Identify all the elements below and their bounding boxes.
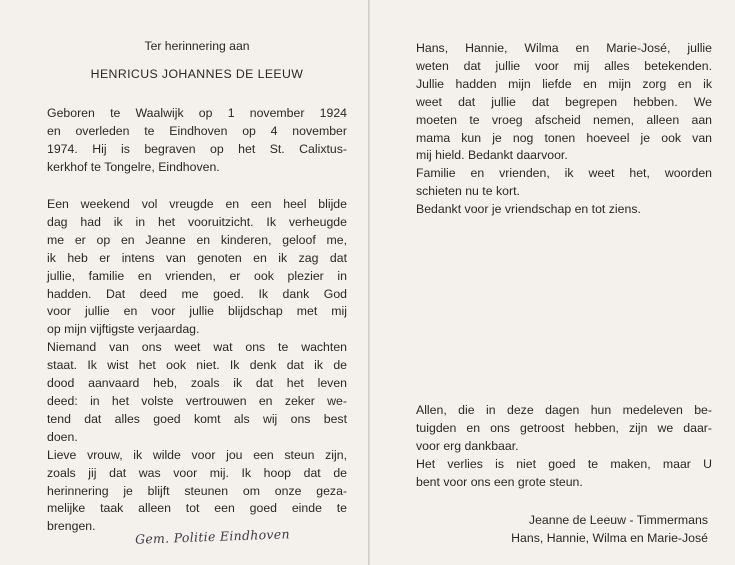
message-line: weten dat jullie voor mij alles betekenden.: [416, 58, 712, 73]
message-line: schieten nu te kort.: [416, 184, 520, 199]
intro-line: en overleden te Eindhoven op 4 november: [47, 123, 347, 138]
body-line: Niemand van ons weet wat ons te wachten: [47, 340, 347, 355]
message-line: mij hield. Bedankt daarvoor.: [416, 148, 568, 163]
body-line: melijke taak alleen tot een goed einde te: [47, 501, 347, 516]
thanks-line: Het verlies is niet goed te maken, maar U: [416, 456, 712, 471]
thanks-paragraph: [416, 402, 712, 492]
family-signature: [416, 512, 712, 548]
intro-line: kerkhof te Tongelre, Eindhoven.: [47, 159, 220, 174]
message-line: Jullie hadden mijn liefde en mijn zorg en ik: [416, 76, 712, 91]
body-line: herinnering je blijft steunen om onze geza-: [47, 483, 347, 498]
message-line: Hans, Hannie, Wilma en Marie-José, jullie: [416, 41, 712, 55]
deceased-name: HENRICUS JOHANNES DE LEEUW: [90, 67, 304, 81]
body-line: deed: in het volste vertrouwen en zeker we-: [47, 393, 347, 408]
body-paragraphs: [47, 196, 347, 536]
body-line: hadden. Dat deed me goed. Ik dank God: [47, 286, 347, 301]
body-line: doen.: [47, 429, 78, 444]
body-line: voor jullie en voor jullie blijdschap met mij: [47, 304, 347, 319]
card-fold: [368, 0, 370, 565]
thanks-line: Allen, die in deze dagen hun medeleven be-: [416, 403, 712, 417]
message-line: Bedankt voor je vriendschap en tot ziens.: [416, 202, 641, 217]
thanks-line: voor erg dankbaar.: [416, 438, 519, 453]
intro-line: Geboren te Waalwijk op 1 november 1924: [47, 106, 347, 120]
signature-line-1: Jeanne de Leeuw - Timmermans: [528, 513, 708, 527]
body-line: ik heb er intens van genoten en ik zag dat: [47, 250, 347, 265]
message-line: weet dat jullie dat begrepen hebben. We: [416, 94, 712, 109]
body-line: brengen.: [47, 519, 96, 534]
body-line: tend dat alles goed komt als wij ons best: [47, 411, 347, 426]
body-line: dood aanvaard heb, zoals ik dat het leven: [47, 376, 347, 391]
stamp-handwriting: Gem. Politie Eindhoven: [134, 526, 291, 547]
message-line: mama kun je nog tonen hoeveel je ook van: [416, 130, 712, 145]
message-line: moeten te vroeg afscheid nemen, alleen aan: [416, 112, 712, 127]
body-line: dag had ik in het vooruitzicht. Ik verheugde: [47, 214, 347, 229]
body-line: staat. Ik wist het ook niet. Ik denk dat ik de: [47, 358, 347, 373]
left-page: [47, 0, 347, 565]
body-line: op mijn vijftigste verjaardag.: [47, 322, 200, 337]
right-page: [416, 0, 712, 565]
thanks-line: bent voor ons een grote steun.: [416, 474, 583, 489]
intro-line: 1974. Hij is begraven op het St. Calixtus-: [47, 141, 347, 156]
farewell-message: [416, 40, 712, 219]
thanks-line: tuigden en ons getroost hebben, zijn we daar-: [416, 420, 712, 435]
signature-line-2: Hans, Hannie, Wilma en Marie-José: [511, 530, 708, 545]
body-line: Een weekend vol vreugde en een heel blijde: [47, 197, 347, 211]
card-heading: Ter herinnering aan: [144, 39, 250, 53]
body-line: Lieve vrouw, ik wilde voor jou een steun zijn,: [47, 447, 347, 462]
message-line: Familie en vrienden, ik weet het, woorden: [416, 166, 712, 181]
body-line: me er op en Jeanne en kinderen, geloof me,: [47, 232, 347, 247]
body-line: zoals jij dat was voor mij. Ik hoop dat de: [47, 465, 347, 480]
intro-paragraph: [47, 105, 347, 177]
body-line: jullie, familie en vrienden, er ook plezier in: [47, 268, 347, 283]
